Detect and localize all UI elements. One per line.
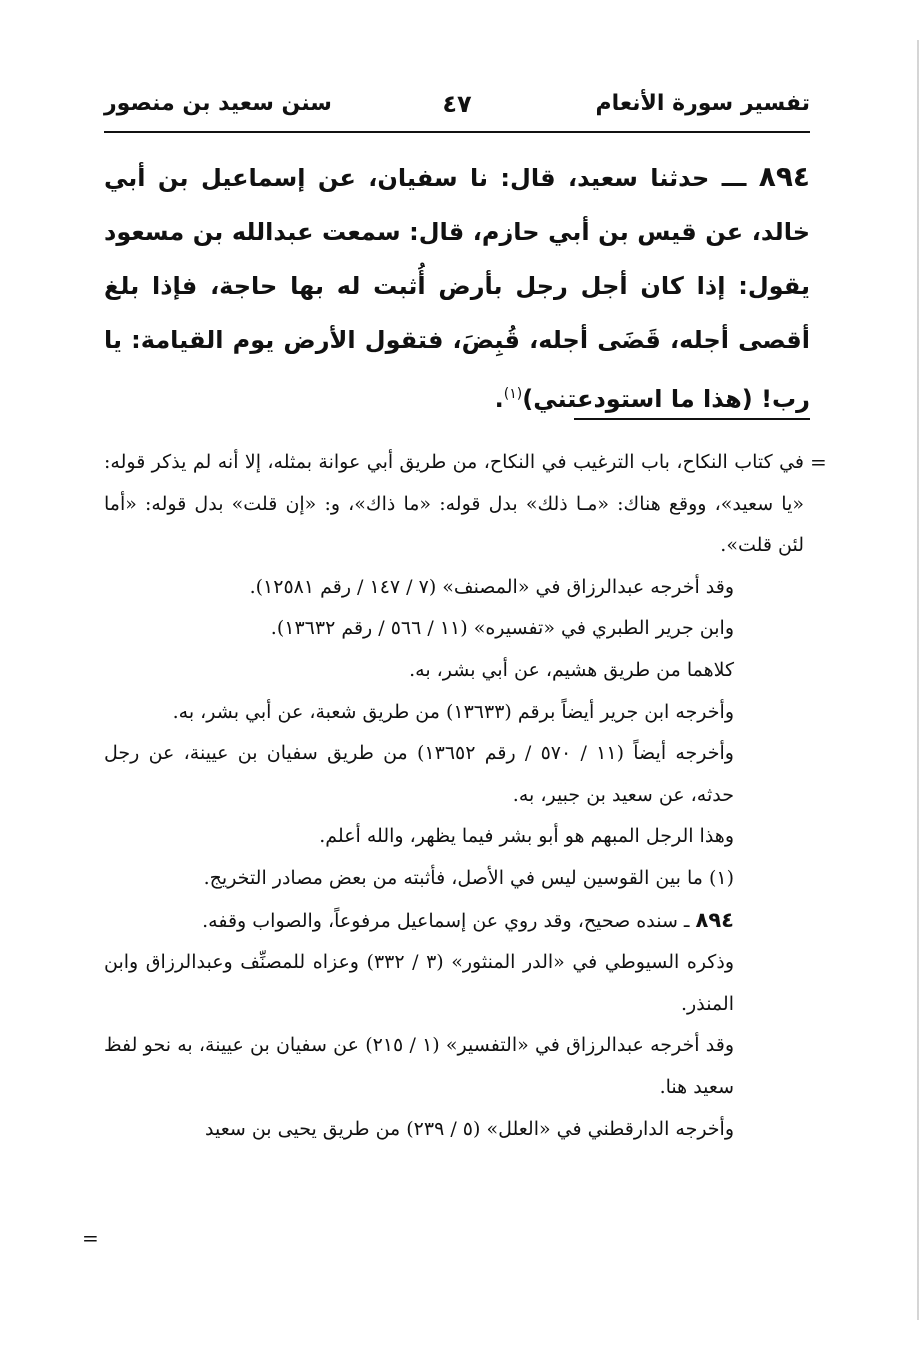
note-line-2: وقد أخرجه عبدالرزاق في «المصنف» (٧ / ١٤٧ / رقم ١٢٥٨١). <box>249 575 734 598</box>
page-number: ٤٧ <box>442 90 472 118</box>
note-line-5: وأخرجه ابن جرير أيضاً برقم (١٣٦٣٣) من طريق شعبة، عن أبي بشر، به. <box>172 700 734 723</box>
running-header <box>104 86 810 126</box>
page-edge-shadow <box>917 40 919 1320</box>
takhrij-first-line <box>104 900 804 943</box>
note-line-1: في كتاب النكاح، باب الترغيب في النكاح، من طريق أبي عوانة بمثله، إلا أنه لم يذكر قوله: «يا سعيد»، ووقع هناك: «مـا ذلك» بدل قوله: «ما ذاك»، و: «إن قلت» بدل قوله: «أما لئن قلت». <box>104 451 804 557</box>
takhrij-line-2: وذكره السيوطي في «الدر المنثور» (٣ / ٣٣٢) وعزاه للمصنِّف وعبدالرزاق وابن المنذر. <box>104 951 734 1015</box>
footnote-reference: (١) <box>503 386 523 402</box>
hadith-number: ٨٩٤ <box>758 160 811 193</box>
note-line-6: وأخرجه أيضاً (١١ / ٥٧٠ / رقم ١٣٦٥٢) من طريق سفيان بن عيينة، عن رجل حدثه، عن سعيد بن جبير، به. <box>104 742 734 806</box>
hadith-end: . <box>494 385 504 413</box>
footnote-separator <box>574 418 810 420</box>
note-line-7: وهذا الرجل المبهم هو أبو بشر فيما يظهر، والله أعلم. <box>319 825 734 848</box>
note-line-3: وابن جرير الطبري في «تفسيره» (١١ / ٥٦٦ / رقم ١٣٦٣٢). <box>270 617 734 640</box>
footnotes-block <box>104 442 804 1150</box>
hadith-body: حدثنا سعيد، قال: نا سفيان، عن إسماعيل بن أبي خالد، عن قيس بن أبي حازم، قال: سمعت عبدالله بن مسعود يقول: إذا كان أجل رجل بأرض أُثبت له بها حاجة، فإذا بلغ أقصى أجله، قَضَى أجله، قُبِضَ، فتقول الأرض يوم القيامة: يا رب! (هذا ما استودعتني) <box>104 164 810 413</box>
hadith-dash: ـــ <box>721 164 747 192</box>
header-rule <box>104 131 810 133</box>
note-line-4: كلاهما من طريق هشيم، عن أبي بشر، به. <box>409 658 734 681</box>
continuation-mark-bottom: = <box>82 1226 99 1250</box>
takhrij-text: سنده صحيح، وقد روي عن إسماعيل مرفوعاً، والصواب وقفه. <box>202 909 678 932</box>
surah-title: تفسير سورة الأنعام <box>595 91 810 116</box>
takhrij-line-3: وقد أخرجه عبدالرزاق في «التفسير» (١ / ٢١٥) عن سفيان بن عيينة، به نحو لفظ سعيد هنا. <box>104 1034 734 1098</box>
takhrij-line-4: وأخرجه الدارقطني في «العلل» (٥ / ٢٣٩) من طريق يحيى بن سعيد <box>205 1117 734 1140</box>
book-title: سنن سعيد بن منصور <box>104 91 332 116</box>
footnote-1: (١) ما بين القوسين ليس في الأصل، فأثبته من بعض مصادر التخريج. <box>203 866 734 889</box>
takhrij-number: ٨٩٤ <box>695 907 734 932</box>
continuation-mark-top: = <box>810 450 827 474</box>
hadith-text-block <box>104 150 810 426</box>
takhrij-dash: ـ <box>683 909 690 932</box>
